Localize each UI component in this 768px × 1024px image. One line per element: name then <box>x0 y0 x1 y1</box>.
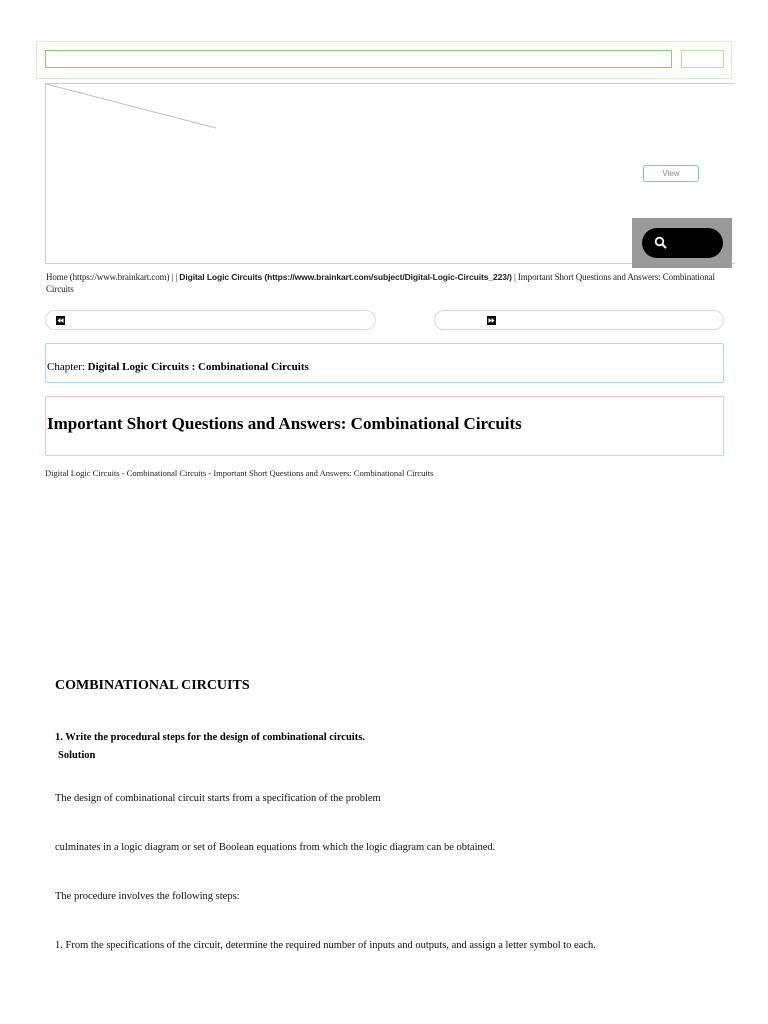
breadcrumb-separator: | <box>511 272 518 282</box>
prev-chapter-icon <box>56 316 65 325</box>
section-heading: COMBINATIONAL CIRCUITS <box>55 678 250 693</box>
breadcrumb-current: Important Short Questions and Answers: Combinational Circuits <box>46 272 715 294</box>
page-title: Important Short Questions and Answers: Combinational Circuits <box>47 414 522 433</box>
paragraph: culminates in a logic diagram or set of Boolean equations from which the logic diagram can be obtained. <box>55 842 496 853</box>
search-toggle-button[interactable] <box>642 228 723 258</box>
next-chapter-icon <box>487 316 496 325</box>
breadcrumb-separator: | | <box>169 272 180 282</box>
chapter-label <box>47 361 309 373</box>
paragraph: 1. From the specifications of the circuit, determine the required number of inputs and outputs, and assign a letter symbol to each. <box>55 940 596 951</box>
chapter-prefix: Chapter: <box>47 361 88 373</box>
breadcrumb <box>46 271 726 295</box>
paragraph: The design of combinational circuit starts from a specification of the problem <box>55 793 381 804</box>
paragraph: The procedure involves the following steps: <box>55 891 240 902</box>
chapter-name: Digital Logic Circuits : Combinational Circuits <box>87 361 309 373</box>
search-submit-button[interactable] <box>681 50 724 68</box>
breadcrumb-subject-link[interactable]: Digital Logic Circuits (https://www.brainkart.com/subject/Digital-Logic-Circuits_223/) <box>179 272 512 282</box>
solution-label: Solution <box>58 750 96 761</box>
search-icon <box>654 236 668 250</box>
question-text: 1. Write the procedural steps for the design of combinational circuits. <box>55 732 365 743</box>
breadcrumb-home-link[interactable]: Home (https://www.brainkart.com) <box>46 272 170 282</box>
next-chapter-button[interactable] <box>434 310 724 330</box>
search-input[interactable] <box>45 50 672 68</box>
ad-view-button[interactable]: View <box>643 165 699 182</box>
topic-path: Digital Logic Circuits - Combinational Circuits - Important Short Questions and Answers: Combinational Circuits <box>45 468 434 478</box>
prev-chapter-button[interactable] <box>45 310 376 330</box>
